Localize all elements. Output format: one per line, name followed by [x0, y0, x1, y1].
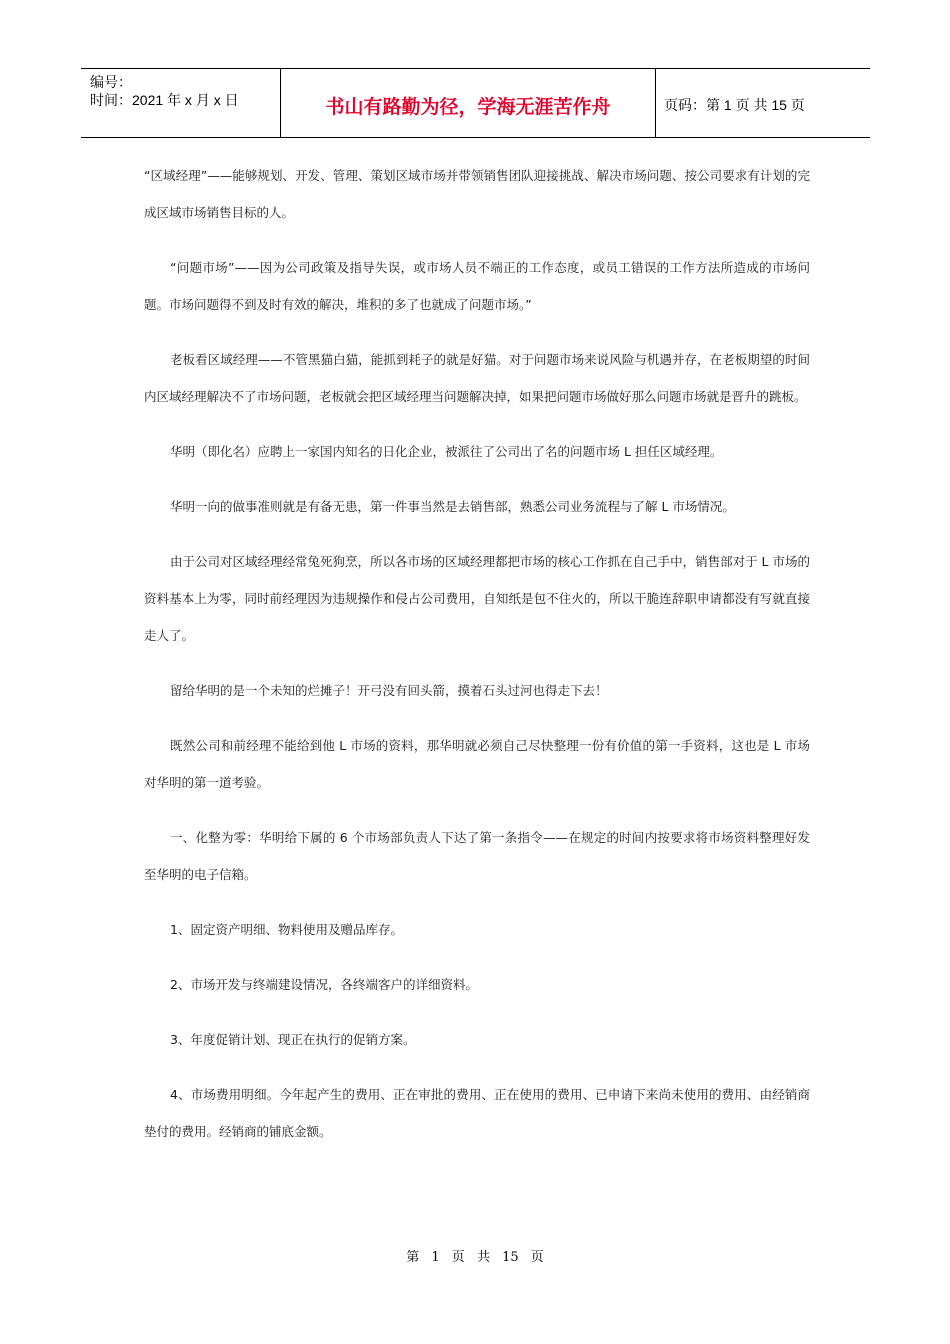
- paragraph: 华明（即化名）应聘上一家国内知名的日化企业，被派往了公司出了名的问题市场 L 担任区域经理。: [170, 444, 723, 459]
- list-item: 2、市场开发与终端建设情况，各终端客户的详细资料。: [170, 977, 478, 992]
- paragraph: 由于公司对区域经理经常兔死狗烹，所以各市场的区域经理都把市场的核心工作抓在自己手中，销售部对于 L 市场的资料基本上为零，同时前经理因为违规操作和侵占公司费用，自知纸是包不住火的，所以干脆连辞职申请都没有写就直接走人了。: [144, 554, 810, 643]
- footer-total-page-word: 页: [530, 1250, 544, 1265]
- list-item: 3、年度促销计划、现正在执行的促销方案。: [170, 1032, 416, 1047]
- serial-label: 编号：: [90, 74, 132, 90]
- footer-page-number: 1: [431, 1250, 440, 1265]
- paragraph: 既然公司和前经理不能给到他 L 市场的资料，那华明就必须自己尽快整理一份有价值的第一手资料，这也是 L 市场对华明的第一道考验。: [144, 738, 810, 790]
- page-footer: [0, 1246, 950, 1265]
- document-body: [144, 157, 810, 1168]
- paragraph: “区域经理”——能够规划、开发、管理、策划区域市场并带领销售团队迎接挑战、解决市场问题、按公司要求有计划的完成区域市场销售目标的人。: [144, 168, 810, 220]
- paragraph: 留给华明的是一个未知的烂摊子！开弓没有回头箭，摸着石头过河也得走下去！: [170, 683, 608, 698]
- footer-total-number: 15: [502, 1250, 519, 1265]
- date-label: 时间：2021 年 x 月 x 日: [90, 92, 239, 108]
- header-page-info: 页码：第 1 页 共 15 页: [664, 97, 805, 113]
- footer-page-word: 页: [451, 1250, 465, 1265]
- paragraph: 华明一向的做事准则就是有备无患，第一件事当然是去销售部，熟悉公司业务流程与了解 L 市场情况。: [170, 499, 735, 514]
- paragraph: 一、化整为零：华明给下属的 6 个市场部负责人下达了第一条指令——在规定的时间内按要求将市场资料整理好发至华明的电子信箱。: [144, 830, 810, 882]
- paragraph: “问题市场”——因为公司政策及指导失误，或市场人员不端正的工作态度，或员工错误的工作方法所造成的市场问题。市场问题得不到及时有效的解决，堆积的多了也就成了问题市场。”: [144, 260, 810, 312]
- header-meta: [81, 69, 281, 137]
- document-header: [81, 68, 870, 138]
- footer-total-word: 共: [476, 1250, 490, 1265]
- list-item: 1、固定资产明细、物料使用及赠品库存。: [170, 922, 403, 937]
- list-item: 4、市场费用明细。今年起产生的费用、正在审批的费用、正在使用的费用、已申请下来尚未使用的费用、由经销商垫付的费用。经销商的铺底金额。: [144, 1087, 810, 1139]
- footer-first: 第: [406, 1250, 420, 1265]
- paragraph: 老板看区域经理——不管黑猫白猫，能抓到耗子的就是好猫。对于问题市场来说风险与机遇并存，在老板期望的时间内区域经理解决不了市场问题，老板就会把区域经理当问题解决掉，如果把问题市场做好那么问题市场就是晋升的跳板。: [144, 352, 810, 404]
- header-motto: 书山有路勤为径，学海无涯苦作舟: [281, 69, 656, 137]
